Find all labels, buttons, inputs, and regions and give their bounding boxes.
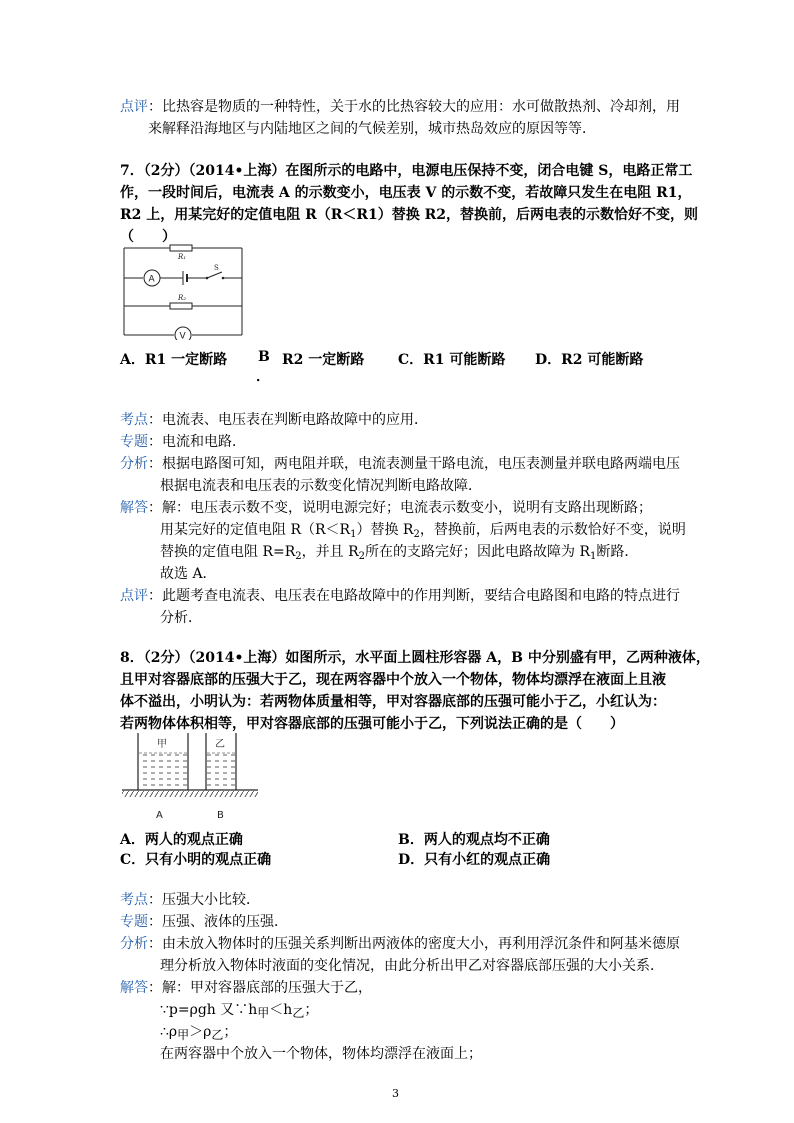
r2-label: R₂ [178,294,187,302]
q8-option-c: C．只有小明的观点正确 [120,852,272,868]
a8-jieda2-a: ∵p=ρgh 又∵h [160,1002,258,1018]
a7-jieda3-sub2: 2 [358,551,366,562]
a8-jieda-4: 在两容器中个放入一个物体，物体均漂浮在液面上； [160,1046,482,1062]
q8-line-3: 体不溢出，小明认为：若两物体质量相等，甲对容器底部的压强可能小于乙，小红认为： [120,694,666,710]
q7-line-2: 作，一段时间后，电流表 A 的示数变小，电压表 V 的示数不变，若故障只发生在电阻 R1， [120,185,692,201]
a7-dianping-tag: 点评 [120,588,148,604]
a8-kaodian [120,890,260,910]
q8-option-b: B．两人的观点均不正确 [398,832,550,848]
a7-fenxi-text-1: ：根据电路图可知，两电阻并联，电流表测量干路电流，电压表测量并联电路两端电压 [148,456,680,472]
ground-hatch [122,791,258,797]
a7-dianping-text-1: ：此题考查电流表、电压表在电路故障中的作用判断，要结合电路图和电路的特点进行 [148,588,680,604]
switch-icon [207,272,222,278]
a8-fenxi-text-1: ：由未放入物体时的压强关系判断出两液体的密度大小，再利用浮沉条件和阿基米德原 [148,936,680,952]
a7-zhuanti-text: ：电流和电路． [148,434,246,450]
q7-line-3: R2 上，用某完好的定值电阻 R（R＜R1）替换 R2，替换前，后两电表的示数恰好不变，则 [120,207,699,223]
q8-option-a: A．两人的观点正确 [120,832,243,848]
a7-jieda3-b: ，并且 R [301,544,359,560]
a7-fenxi-1 [120,454,680,474]
comment-tag: 点评 [120,99,148,115]
a7-kaodian-tag: 考点 [120,412,148,428]
a8-jieda3-sub1: 甲 [177,1028,190,1042]
a8-jieda2-sub2: 乙 [292,1006,305,1020]
container-b-label: B [217,810,224,821]
a7-jieda2-sub1: 1 [350,529,357,540]
a7-jieda3-sub1: 2 [295,551,302,562]
a8-zhuanti-text: ：压强、液体的压强． [148,914,288,930]
liquid-b-label: 乙 [215,739,225,750]
a7-dianping-1 [120,586,680,606]
comment-text-1: ：比热容是物质的一种特性，关于水的比热容较大的应用：水可做散热剂、冷却剂，用 [148,99,680,115]
a8-jieda-1 [120,978,372,998]
a8-zhuanti [120,912,288,932]
a7-jieda-3 [160,542,638,562]
a7-jieda3-sub3: 1 [590,551,597,562]
switch-label: S [214,264,219,272]
a7-fenxi-2: 根据电流表和电压表的示数变化情况判断电路故障． [160,478,482,494]
q8-line-2: 且甲对容器底部的压强大于乙，现在两容器中个放入一个物体，物体均漂浮在液面上且液 [120,672,666,688]
a8-fenxi-1 [120,934,680,954]
q7-line-1: 7．（2分）（2014•上海）在图所示的电路中，电源电压保持不变，闭合电键 S，电路正常工 [120,163,693,179]
q8-line-4: 若两物体体积相等，甲对容器底部的压强可能小于乙，下列说法正确的是（ ） [120,716,624,732]
a7-jieda2-b: ）替换 R [356,522,414,538]
a8-kaodian-tag: 考点 [120,892,148,908]
q7-option-b: R2 一定断路 [282,352,365,368]
comment-line-1 [120,97,680,117]
a7-jieda-2 [160,520,686,540]
voltmeter-label: V [179,331,186,340]
q7-option-b-letter: B [258,349,270,365]
q8-line-1: 8．（2分）（2014•上海）如图所示，水平面上圆柱形容器 A，B 中分别盛有甲，乙两种液体， [120,650,710,666]
a8-fenxi-tag: 分析 [120,936,148,952]
a7-jieda-tag: 解答 [120,500,148,516]
q7-option-c: C．R1 可能断路 [398,352,506,368]
a7-jieda3-d: 断路． [596,544,639,560]
r1-label: R₁ [178,253,187,261]
a8-jieda3-a: ∴ρ [160,1024,178,1040]
a8-jieda-2 [160,1000,318,1020]
a7-jieda3-a: 替换的定值电阻 R=R [160,544,296,560]
a8-jieda-3 [160,1022,237,1042]
a8-zhuanti-tag: 专题 [120,914,148,930]
liquid-a [139,753,187,790]
a7-dianping-2: 分析． [160,610,202,626]
q8-option-d: D．只有小红的观点正确 [398,852,551,868]
a7-jieda2-sub2: 2 [413,529,420,540]
a7-jieda2-a: 用某完好的定值电阻 R（R＜R [160,522,351,538]
a7-kaodian-text: ：电流表、电压表在判断电路故障中的应用． [148,412,428,428]
a8-jieda3-c: ； [223,1024,238,1040]
resistor-r2 [170,303,192,309]
a7-fenxi-tag: 分析 [120,456,148,472]
a8-jieda-text-1: ：解：甲对容器底部的压强大于乙， [148,980,372,996]
q7-option-b-dot: ． [256,369,270,385]
resistor-r1 [170,245,192,251]
q7-option-a: A．R1 一定断路 [120,352,228,368]
a8-fenxi-2: 理分析放入物体时液面的变化情况，由此分析出甲乙对容器底部压强的大小关系． [160,958,664,974]
liquid-b [207,753,235,790]
a7-zhuanti-tag: 专题 [120,434,148,450]
liquid-a-label: 甲 [157,739,167,750]
a7-jieda-text-1: ：解：电压表示数不变，说明电源完好；电流表示数变小，说明有支路出现断路； [148,500,652,516]
a7-jieda-4: 故选 A． [160,566,217,582]
container-a-label: A [156,810,163,821]
ammeter-label: A [148,274,155,285]
q7-option-d: D．R2 可能断路 [535,352,644,368]
a8-jieda2-c: ； [304,1002,319,1018]
comment-line-2: 来解释沿海地区与内陆地区之间的气候差别，城市热岛效应的原因等等． [148,121,596,137]
a8-jieda-tag: 解答 [120,980,148,996]
a8-jieda3-b: ＞ρ [189,1024,212,1040]
a7-zhuanti [120,432,246,452]
a7-jieda3-c: 所在的支路完好；因此电路故障为 R [365,544,591,560]
a7-jieda2-c: ，替换前，后两电表的示数恰好不变，说明 [419,522,686,538]
a7-kaodian [120,410,428,430]
containers-figure [118,728,263,826]
a8-kaodian-text: ：压强大小比较． [148,892,260,908]
page-number: 3 [392,1087,399,1100]
a8-jieda2-b: ＜h [269,1002,293,1018]
q7-line-4: （ ） [120,229,176,245]
a8-jieda3-sub2: 乙 [211,1028,224,1042]
circuit-diagram [118,240,248,340]
a8-jieda2-sub1: 甲 [257,1006,270,1020]
a7-jieda-1 [120,498,652,518]
